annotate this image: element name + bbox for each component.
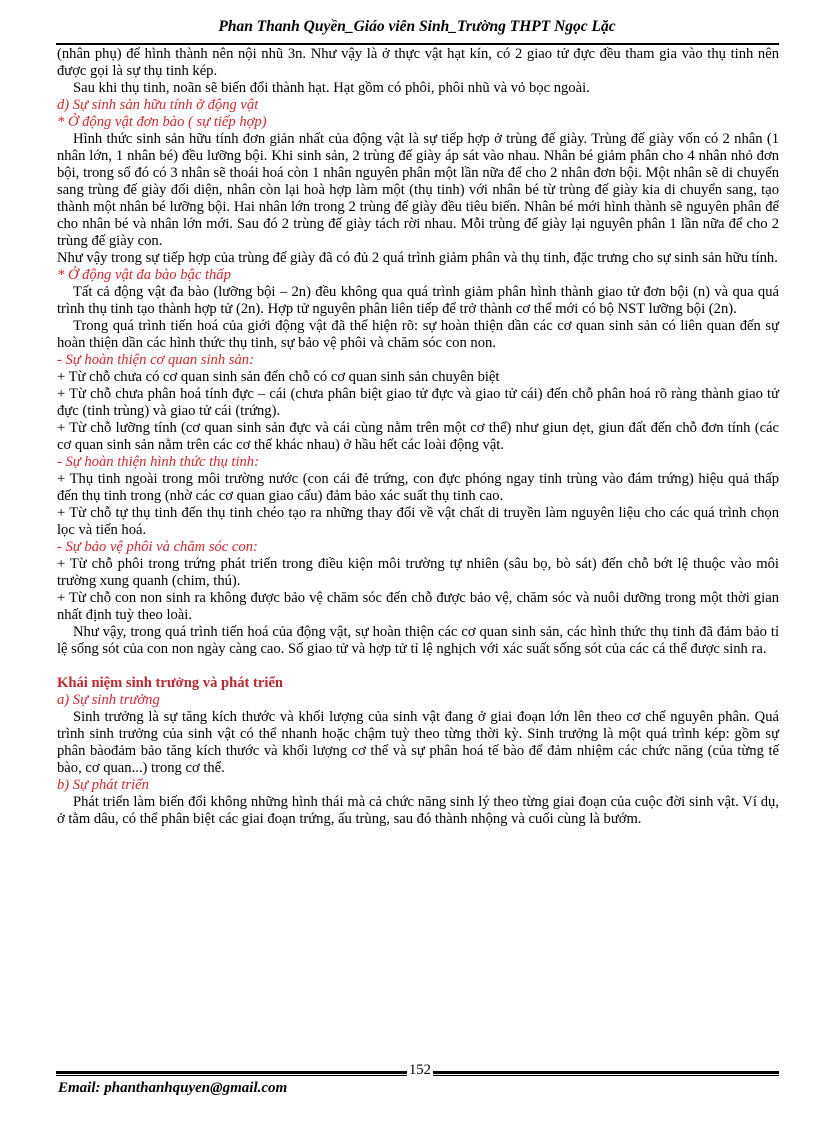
section-subheading: - Sự hoàn thiện cơ quan sinh sản: (57, 352, 254, 368)
blank-line (57, 658, 779, 675)
body-paragraph: (nhân phụ) để hình thành nên nội nhũ 3n. Như vậy là ở thực vật hạt kín, có 2 giao tử đực đều tham gia vào thụ tinh nên được gọi là sự thụ tinh kép. (57, 46, 779, 79)
body-paragraph: + Từ chỗ con non sinh ra không được bảo vệ chăm sóc đến chỗ được bảo vệ, chăm sóc và nuôi dưỡng trong một thời gian nhất định tuỳ theo loài. (57, 590, 779, 623)
body-paragraph: Hình thức sinh sản hữu tính đơn giản nhất của động vật là sự tiếp hợp ở trùng đế giày. Trùng đế giày vốn có 2 nhân (1 nhân lớn, 1 nhân bé) đều lưỡng bội. Khi sinh sản, 2 trùng đế giày áp sát vào nhau. Nhân bé giảm phân cho 4 nhân nhỏ đơn bội, trong số đó có 3 nhân sẽ thoái hoá còn 1 nhân nguyên phân một lần nữa để cho 2 nhân đơn bội. Một nhân sẽ di chuyển sang trùng đế giày đối diện, nhân còn lại hoà hợp làm một (thụ tinh) với nhân bé từ trùng đế giày kia di chuyển sang, tạo thành một nhân bé lưỡng bội. Hai nhân lớn trong 2 trùng đế giày đều tiêu biến. Nhân bé mới hình thành sẽ nguyên phân để cho nhân bé và nhân lớn mới. Sau đó 2 trùng đế giày tách rời nhau. Mỗi trùng đế giày lại nguyên phân 1 lần nữa để cho 2 trùng đế giày con. (57, 131, 779, 249)
body-paragraph: + Từ chỗ lưỡng tính (cơ quan sinh sản đực và cái cùng nằm trên một cơ thể) như giun dẹt, giun đất đến chỗ đơn tính (các cơ quan sinh sản nằm trên các cơ thể khác nhau) ở hầu hết các loài động vật. (57, 420, 779, 453)
section-subheading: * Ở động vật đơn bào ( sự tiếp hợp) (57, 114, 267, 130)
body-paragraph: Sinh trưởng là sự tăng kích thước và khối lượng của sinh vật đang ở giai đoạn lớn lên theo cơ chế nguyên phân. Quá trình sinh trưởng của sinh vật có thể nhanh hoặc chậm tuỳ theo từng thời kỳ. Sinh trưởng là một quá trình kép: gồm sự phân bàođảm bảo tăng kích thước và khối lượng cơ thể và sự phân hoá tế bào để đảm nhiệm các chức năng (của từng tế bào, cơ quan...) trong cơ thể. (57, 709, 779, 776)
body-paragraph: + Từ chỗ chưa có cơ quan sinh sản đến chỗ có cơ quan sinh sản chuyên biệt (57, 369, 500, 385)
body-paragraph: + Từ chỗ tự thụ tinh đến thụ tinh chéo tạo ra những thay đổi về vật chất di truyền làm nguyên liệu cho các quá trình chọn lọc và tiến hoá. (57, 505, 779, 538)
document-body (57, 46, 779, 828)
page-header: Phan Thanh Quyền_Giáo viên Sinh_Trường THPT Ngọc Lặc (218, 18, 616, 35)
body-paragraph: Tất cả động vật đa bào (lưỡng bội – 2n) đều không qua quá trình giảm phân hình thành giao tử đơn bội (n) và qua quá trình thụ tinh tạo thành hợp tử (2n). Hợp tử nguyên phân liên tiếp để trở thành cơ thể mới có bộ NST lưỡng bội (2n). (57, 284, 779, 317)
page-number: 152 (409, 1062, 431, 1078)
section-subheading: * Ở động vật đa bào bậc thấp (57, 267, 231, 283)
section-subheading: - Sự hoàn thiện hình thức thụ tinh: (57, 454, 259, 470)
section-subheading: a) Sự sinh trưởng (57, 692, 160, 708)
body-paragraph: Trong quá trình tiến hoá của giới động vật đã thể hiện rõ: sự hoàn thiện dần các cơ quan sinh sản có liên quan đến sự hoàn thiện dần các hình thức thụ tinh, sự bảo vệ phôi và chăm sóc con non. (57, 318, 779, 351)
body-paragraph: Phát triển làm biến đổi không những hình thái mà cả chức năng sinh lý theo từng giai đoạn của cuộc đời sinh vật. Ví dụ, ở tằm dâu, có thể phân biệt các giai đoạn trứng, ấu trùng, sau đó thành nhộng và cuối cùng là bướm. (57, 794, 779, 827)
header-rule (56, 43, 779, 45)
section-subheading: b) Sự phát triển (57, 777, 149, 793)
section-subheading: d) Sự sinh sản hữu tính ở động vật (57, 97, 259, 113)
body-paragraph: + Từ chỗ phôi trong trứng phát triển trong điều kiện môi trường tự nhiên (sâu bọ, bò sát) đến chỗ bớt lệ thuộc vào môi trường xung quanh (chim, thú). (57, 556, 779, 589)
body-paragraph: Như vậy, trong quá trình tiến hoá của động vật, sự hoàn thiện các cơ quan sinh sản, các hình thức thụ tinh đã đảm bảo tỉ lệ sống sót của con non ngày càng cao. Số giao tử và hợp tử tỉ lệ nghịch với xác suất sống sót của các cá thể được sinh ra. (57, 624, 779, 657)
section-subheading: - Sự bảo vệ phôi và chăm sóc con: (57, 539, 258, 555)
page-footer: Email: phanthanhquyen@gmail.com (58, 1080, 288, 1096)
body-paragraph: + Từ chỗ chưa phân hoá tính đực – cái (chưa phân biệt giao tử đực và giao tử cái) đến chỗ phân hoá rõ ràng thành giao tử đực (tinh trùng) và giao tử cái (trứng). (57, 386, 779, 419)
section-heading: Khái niệm sinh trưởng và phát triển (57, 675, 284, 691)
body-paragraph: + Thụ tinh ngoài trong môi trường nước (con cái đẻ trứng, con đực phóng ngay tinh trùng vào đám trứng) hiệu quả thấp đến thụ tinh trong (nhờ các cơ quan giao cấu) đảm bảo xác suất thụ tinh cao. (57, 471, 779, 504)
body-paragraph: Sau khi thụ tinh, noãn sẽ biến đổi thành hạt. Hạt gồm có phôi, phôi nhũ và vỏ bọc ngoài. (73, 80, 590, 96)
body-paragraph: Như vậy trong sự tiếp hợp của trùng đế giày đã có đủ 2 quá trình giảm phân và thụ tinh, đặc trưng cho sự sinh sản hữu tính. (57, 250, 778, 266)
